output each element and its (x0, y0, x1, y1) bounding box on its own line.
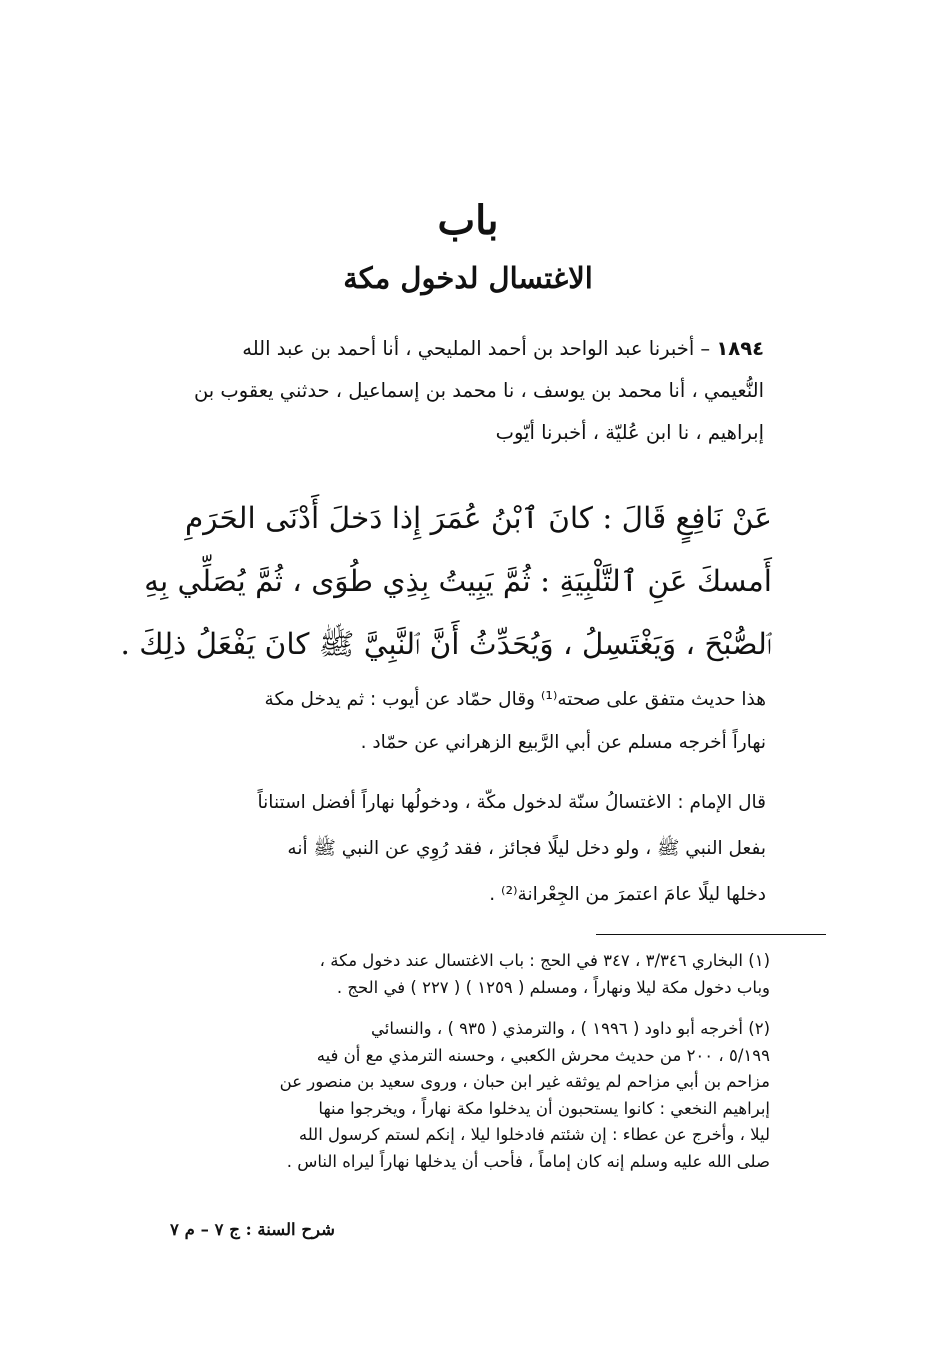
commentary-line: دخلها ليلًا عامَ اعتمرَ من الجِعْرانة⁽²⁾ . (489, 884, 766, 905)
footnote-1 (170, 948, 770, 1001)
isnad-line: ١٨٩٤ – أخبرنا عبد الواحد بن أحمد المليحي ، أنا أحمد بن عبد الله (242, 337, 764, 360)
footnote-line: (١) البخاري ٣/٣٤٦ ، ٣٤٧ في الحج : باب الاغتسال عند دخول مكة ، (319, 951, 770, 970)
page-signature: شرح السنة : ج ٧ – م ٧ (170, 1220, 335, 1239)
commentary-paragraph-1 (178, 678, 766, 764)
footnote-line: ليلا ، وأخرج عن عطاء : إن شئتم فادخلوا ليلا ، إنكم لستم كرسول الله (298, 1125, 770, 1144)
commentary-line: هذا حديث متفق على صحته⁽¹⁾ وقال حمّاد عن أيوب : ثم يدخل مكة (264, 689, 766, 710)
isnad-line: إبراهيم ، نا ابن عُليّة ، أخبرنا أيّوب (495, 421, 764, 444)
footnote-separator (596, 934, 826, 935)
footnote-line: صلى الله عليه وسلم إنه كان إماماً ، فأحب أن يدخلها نهاراً ليراه الناس . (286, 1151, 770, 1171)
chapter-heading: باب (437, 197, 499, 244)
matn-line: عَنْ نَافِعٍ قَالَ : كانَ ٱبْنُ عُمَرَ إِذا دَخلَ أَدْنَى الحَرَمِ (184, 501, 772, 535)
footnote-2 (170, 1016, 770, 1175)
hadith-matn (120, 487, 772, 676)
commentary-paragraph-2 (174, 780, 766, 918)
hadith-isnad (172, 328, 764, 454)
footnote-line: مزاحم بن أبي مزاحم لم يوثقه غير ابن حبان ، وروى سعيد بن منصور عن (279, 1072, 770, 1091)
hadith-number: ١٨٩٤ (716, 337, 764, 360)
matn-line: ٱلصُّبْحَ ، وَيَغْتَسِلُ ، وَيُحَدِّثُ أَنَّ ٱلنَّبِيَّ ﷺ كانَ يَفْعَلُ ذلِكَ . (120, 627, 772, 661)
commentary-line: نهاراً أخرجه مسلم عن أبي الرَّبيع الزهراني عن حمّاد . (360, 732, 766, 753)
footnote-line: ٥/١٩٩ ، ٢٠٠ من حديث محرش الكعبي ، وحسنه الترمذي مع أن فيه (316, 1045, 770, 1065)
commentary-line: بفعل النبي ﷺ ، ولو دخل ليلًا فجائز ، فقد رُوِي عن النبي ﷺ أنه (287, 838, 766, 859)
isnad-line: النُّعيمي ، أنا محمد بن يوسف ، نا محمد بن إسماعيل ، حدثني يعقوب بن (193, 379, 764, 402)
footnote-line: إبراهيم النخعي : كانوا يستحبون أن يدخلوا مكة نهاراً ، ويخرجوا منها (318, 1098, 770, 1118)
chapter-subtitle: الاغتسال لدخول مكة (343, 261, 593, 295)
footnote-line: (٢) أخرجه أبو داود ( ١٩٩٦ ) ، والترمذي ( ٩٣٥ ) ، والنسائي (370, 1019, 770, 1038)
commentary-line: قال الإمام : الاغتسالُ سنّة لدخول مكّة ، ودخولُها نهاراً أفضل استناناً (257, 792, 766, 813)
footnote-line: وباب دخول مكة ليلا ونهاراً ، ومسلم ( ١٢٥٩ ) ( ٢٢٧ ) في الحج . (336, 977, 770, 997)
matn-line: أَمسكَ عَنِ ٱلتَّلْبِيَةِ : ثُمَّ يَبِيتُ بِذِي طُوَى ، ثُمَّ يُصَلِّي بِهِ (144, 564, 772, 598)
